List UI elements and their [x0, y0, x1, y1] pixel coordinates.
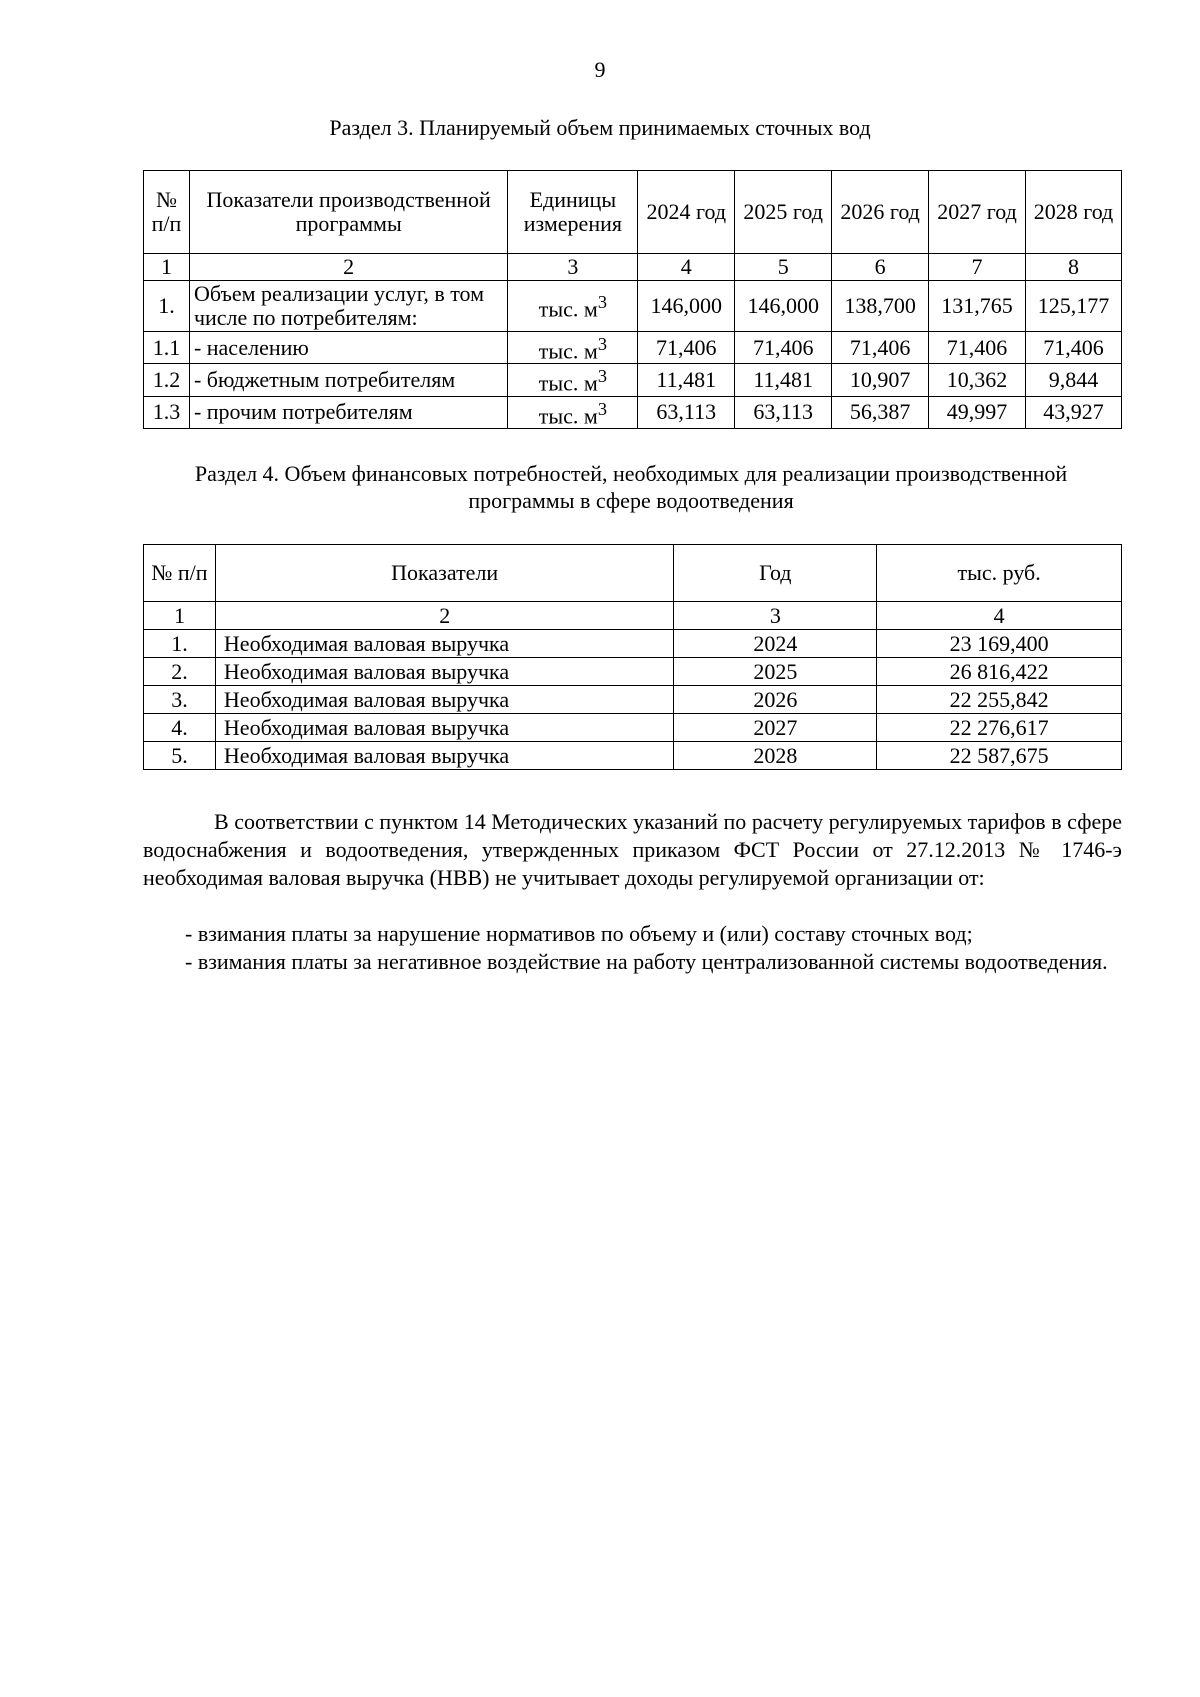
value-cell: 71,406: [832, 332, 929, 364]
header-cell: 2025 год: [735, 171, 832, 254]
year-cell: 2026: [674, 686, 877, 714]
value-cell: 49,997: [929, 396, 1026, 428]
table-row: [144, 364, 1122, 396]
table-row: [144, 396, 1122, 428]
column-number: 3: [508, 254, 638, 281]
table-row: [144, 281, 1122, 332]
value-cell: 10,362: [929, 364, 1026, 396]
unit-text: тыс. м: [538, 370, 598, 396]
column-number: 3: [674, 602, 877, 630]
column-number: 4: [877, 602, 1122, 630]
header-cell: Единицы измерения: [508, 171, 638, 254]
page-number: 9: [594, 57, 606, 82]
value-cell: 56,387: [832, 396, 929, 428]
bullet-item: - взимания платы за негативное воздействие на работу централизованной системы водоотведения.: [185, 949, 1108, 974]
row-label: Необходимая валовая выручка: [215, 658, 674, 686]
value-cell: 43,927: [1026, 396, 1122, 428]
unit-superscript: 3: [597, 398, 607, 419]
value-cell: 125,177: [1026, 281, 1122, 332]
header-cell: 2028 год: [1026, 171, 1122, 254]
column-number: 8: [1026, 254, 1122, 281]
value-cell: 22 276,617: [877, 714, 1122, 742]
value-cell: 131,765: [929, 281, 1026, 332]
header-cell: 2027 год: [929, 171, 1026, 254]
header-cell: Показатели: [215, 545, 674, 602]
unit-text: тыс. м: [538, 296, 598, 322]
value-cell: 71,406: [638, 332, 735, 364]
unit-cell: [508, 364, 638, 396]
section-4-table: [143, 544, 1122, 770]
unit-cell: [508, 332, 638, 364]
value-cell: 22 587,675: [877, 742, 1122, 770]
value-cell: 23 169,400: [877, 630, 1122, 658]
row-number: 1.: [144, 630, 216, 658]
header-cell: 2024 год: [638, 171, 735, 254]
unit-text: тыс. м: [538, 402, 598, 428]
column-number: 4: [638, 254, 735, 281]
value-cell: 11,481: [638, 364, 735, 396]
year-cell: 2024: [674, 630, 877, 658]
table-row: [144, 742, 1122, 770]
unit-cell: [508, 396, 638, 428]
value-cell: 26 816,422: [877, 658, 1122, 686]
row-label: Необходимая валовая выручка: [215, 686, 674, 714]
header-cell: 2026 год: [832, 171, 929, 254]
table-row: [144, 630, 1122, 658]
row-label: - прочим потребителям: [189, 396, 507, 428]
value-cell: 71,406: [1026, 332, 1122, 364]
column-number: 2: [215, 602, 674, 630]
column-number: 5: [735, 254, 832, 281]
value-cell: 22 255,842: [877, 686, 1122, 714]
column-number-row: [144, 602, 1122, 630]
row-number: 1.2: [144, 364, 190, 396]
table-row: [144, 332, 1122, 364]
table-row: [144, 714, 1122, 742]
row-number: 1.3: [144, 396, 190, 428]
column-number: 6: [832, 254, 929, 281]
unit-text: тыс. м: [538, 338, 598, 364]
unit-cell: [508, 281, 638, 332]
column-number: 2: [189, 254, 507, 281]
section-4-title: Раздел 4. Объем финансовых потребностей, необходимых для реализации производственной программы в сфере водоотведения: [194, 461, 1068, 513]
header-cell: Год: [674, 545, 877, 602]
value-cell: 71,406: [735, 332, 832, 364]
value-cell: 63,113: [735, 396, 832, 428]
row-number: 1.1: [144, 332, 190, 364]
year-cell: 2027: [674, 714, 877, 742]
row-label: Необходимая валовая выручка: [215, 714, 674, 742]
year-cell: 2025: [674, 658, 877, 686]
header-cell: № п/п: [144, 545, 216, 602]
value-cell: 71,406: [929, 332, 1026, 364]
body-paragraph: В соответствии с пунктом 14 Методических указаний по расчету регулируемых тарифов в сфере водоснабжения и водоотведения, утвержденных приказом ФСТ России от 27.12.2013 № 1746-э необходимая валовая выручка (НВВ) не учитывает доходы регулируемой организации от:: [143, 809, 1122, 890]
header-cell: Показатели производственной программы: [189, 171, 507, 254]
unit-superscript: 3: [597, 366, 607, 387]
row-label: - бюджетным потребителям: [189, 364, 507, 396]
row-number: 1.: [144, 281, 190, 332]
row-number: 3.: [144, 686, 216, 714]
row-number: 2.: [144, 658, 216, 686]
bullet-item: - взимания платы за нарушение нормативов по объему и (или) составу сточных вод;: [185, 921, 973, 946]
header-cell: тыс. руб.: [877, 545, 1122, 602]
table-header-row: [144, 171, 1122, 254]
header-cell: № п/п: [144, 171, 190, 254]
section-3-table: [143, 170, 1122, 429]
row-number: 5.: [144, 742, 216, 770]
year-cell: 2028: [674, 742, 877, 770]
value-cell: 10,907: [832, 364, 929, 396]
value-cell: 146,000: [638, 281, 735, 332]
column-number: 7: [929, 254, 1026, 281]
table-header-row: [144, 545, 1122, 602]
value-cell: 138,700: [832, 281, 929, 332]
table-row: [144, 658, 1122, 686]
value-cell: 63,113: [638, 396, 735, 428]
table-row: [144, 686, 1122, 714]
value-cell: 146,000: [735, 281, 832, 332]
row-label: - населению: [189, 332, 507, 364]
row-label: Необходимая валовая выручка: [215, 742, 674, 770]
column-number-row: [144, 254, 1122, 281]
column-number: 1: [144, 254, 190, 281]
row-label: Необходимая валовая выручка: [215, 630, 674, 658]
row-number: 4.: [144, 714, 216, 742]
unit-superscript: 3: [597, 292, 607, 313]
section-3-title: Раздел 3. Планируемый объем принимаемых сточных вод: [329, 115, 871, 140]
value-cell: 9,844: [1026, 364, 1122, 396]
unit-superscript: 3: [597, 334, 607, 354]
column-number: 1: [144, 602, 216, 630]
value-cell: 11,481: [735, 364, 832, 396]
row-label: Объем реализации услуг, в том числе по потребителям:: [189, 281, 507, 332]
